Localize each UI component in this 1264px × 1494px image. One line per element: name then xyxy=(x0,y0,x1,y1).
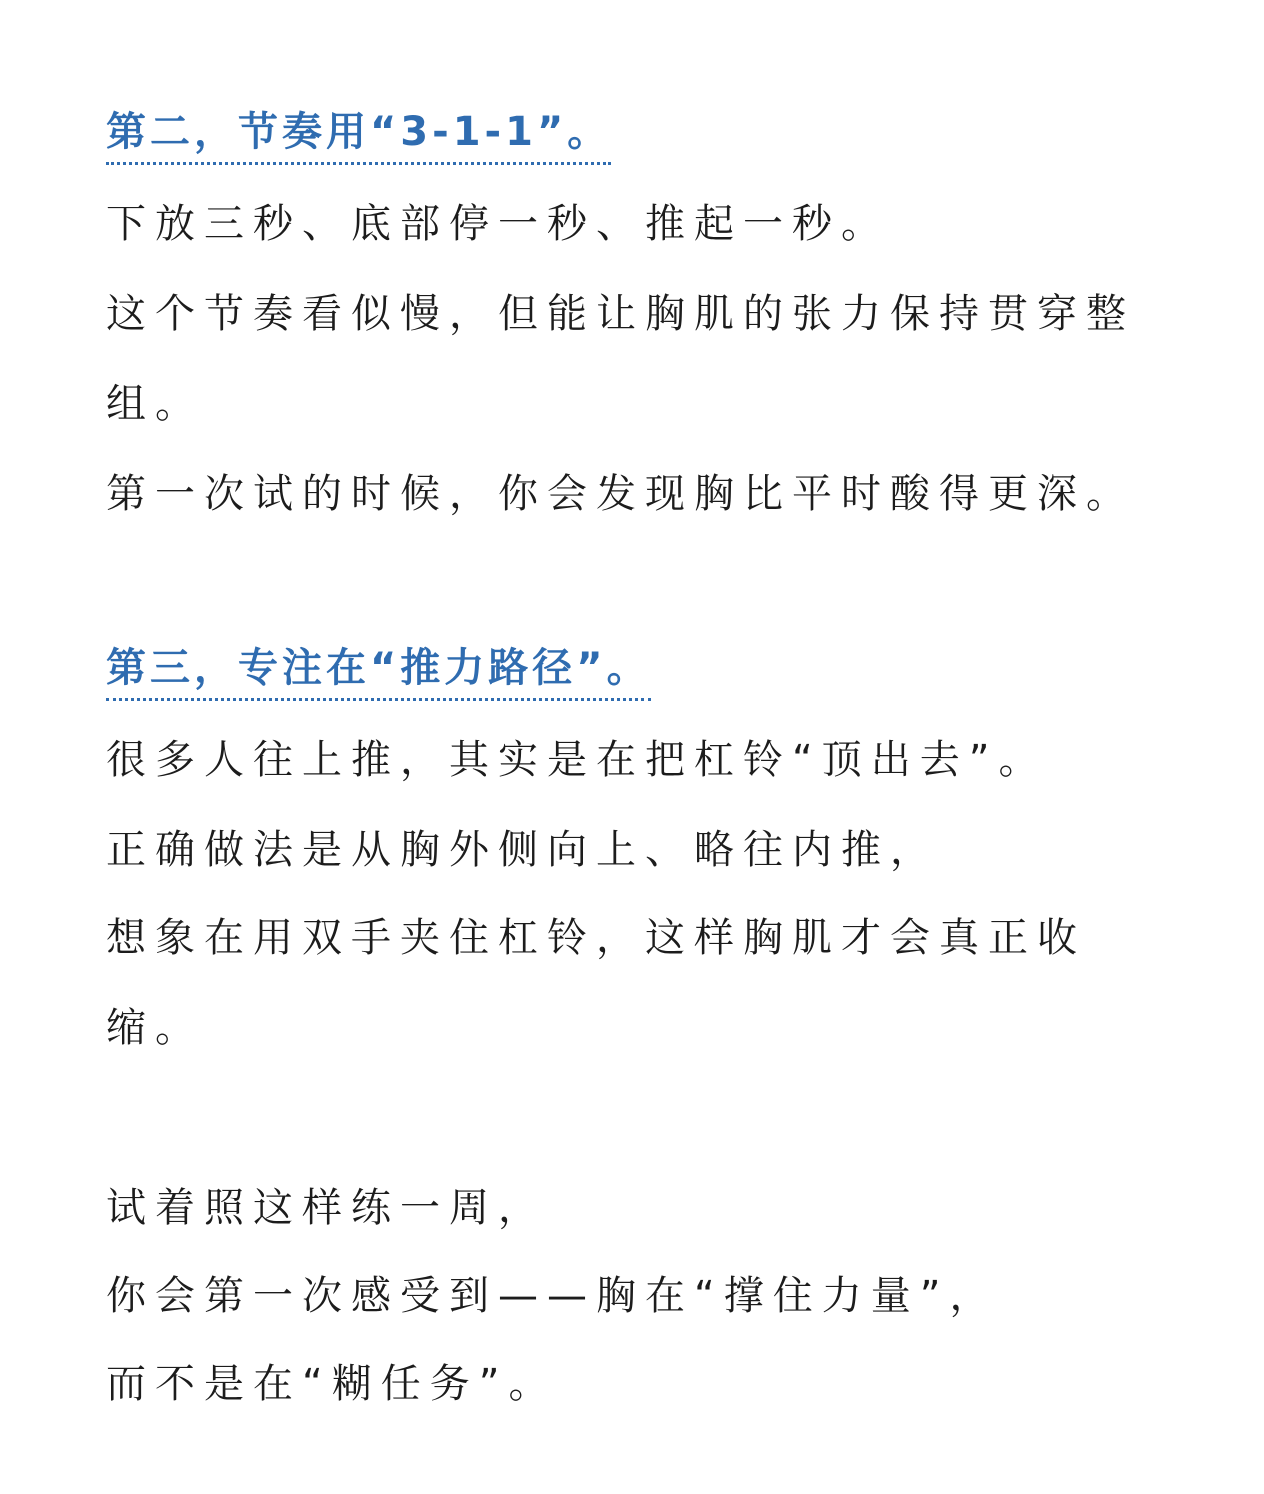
paragraph-line: 想象在用双手夹住杠铃，这样胸肌才会真正收 xyxy=(106,915,1086,961)
section-heading-push-path xyxy=(106,640,651,701)
paragraph-line: 很多人往上推，其实是在把杠铃“顶出去”。 xyxy=(106,737,1048,783)
paragraph-line: 你会第一次感受到——胸在“撑住力量”， xyxy=(106,1273,999,1319)
paragraph-line: 这个节奏看似慢，但能让胸肌的张力保持贯穿整 xyxy=(106,291,1135,337)
section-heading-rhythm xyxy=(106,104,611,165)
paragraph-line: 正确做法是从胸外侧向上、略往内推， xyxy=(106,827,939,873)
section-heading-text: 第二，节奏用“3-1-1”。 xyxy=(106,104,611,165)
paragraph-line: 而不是在“糊任务”。 xyxy=(106,1361,558,1407)
paragraph-line: 缩。 xyxy=(106,1005,204,1051)
section-heading-text: 第三，专注在“推力路径”。 xyxy=(106,640,651,701)
paragraph-line: 组。 xyxy=(106,381,204,427)
paragraph-line: 下放三秒、底部停一秒、推起一秒。 xyxy=(106,201,890,247)
paragraph-line: 试着照这样练一周， xyxy=(106,1185,547,1231)
paragraph-line: 第一次试的时候，你会发现胸比平时酸得更深。 xyxy=(106,471,1135,517)
